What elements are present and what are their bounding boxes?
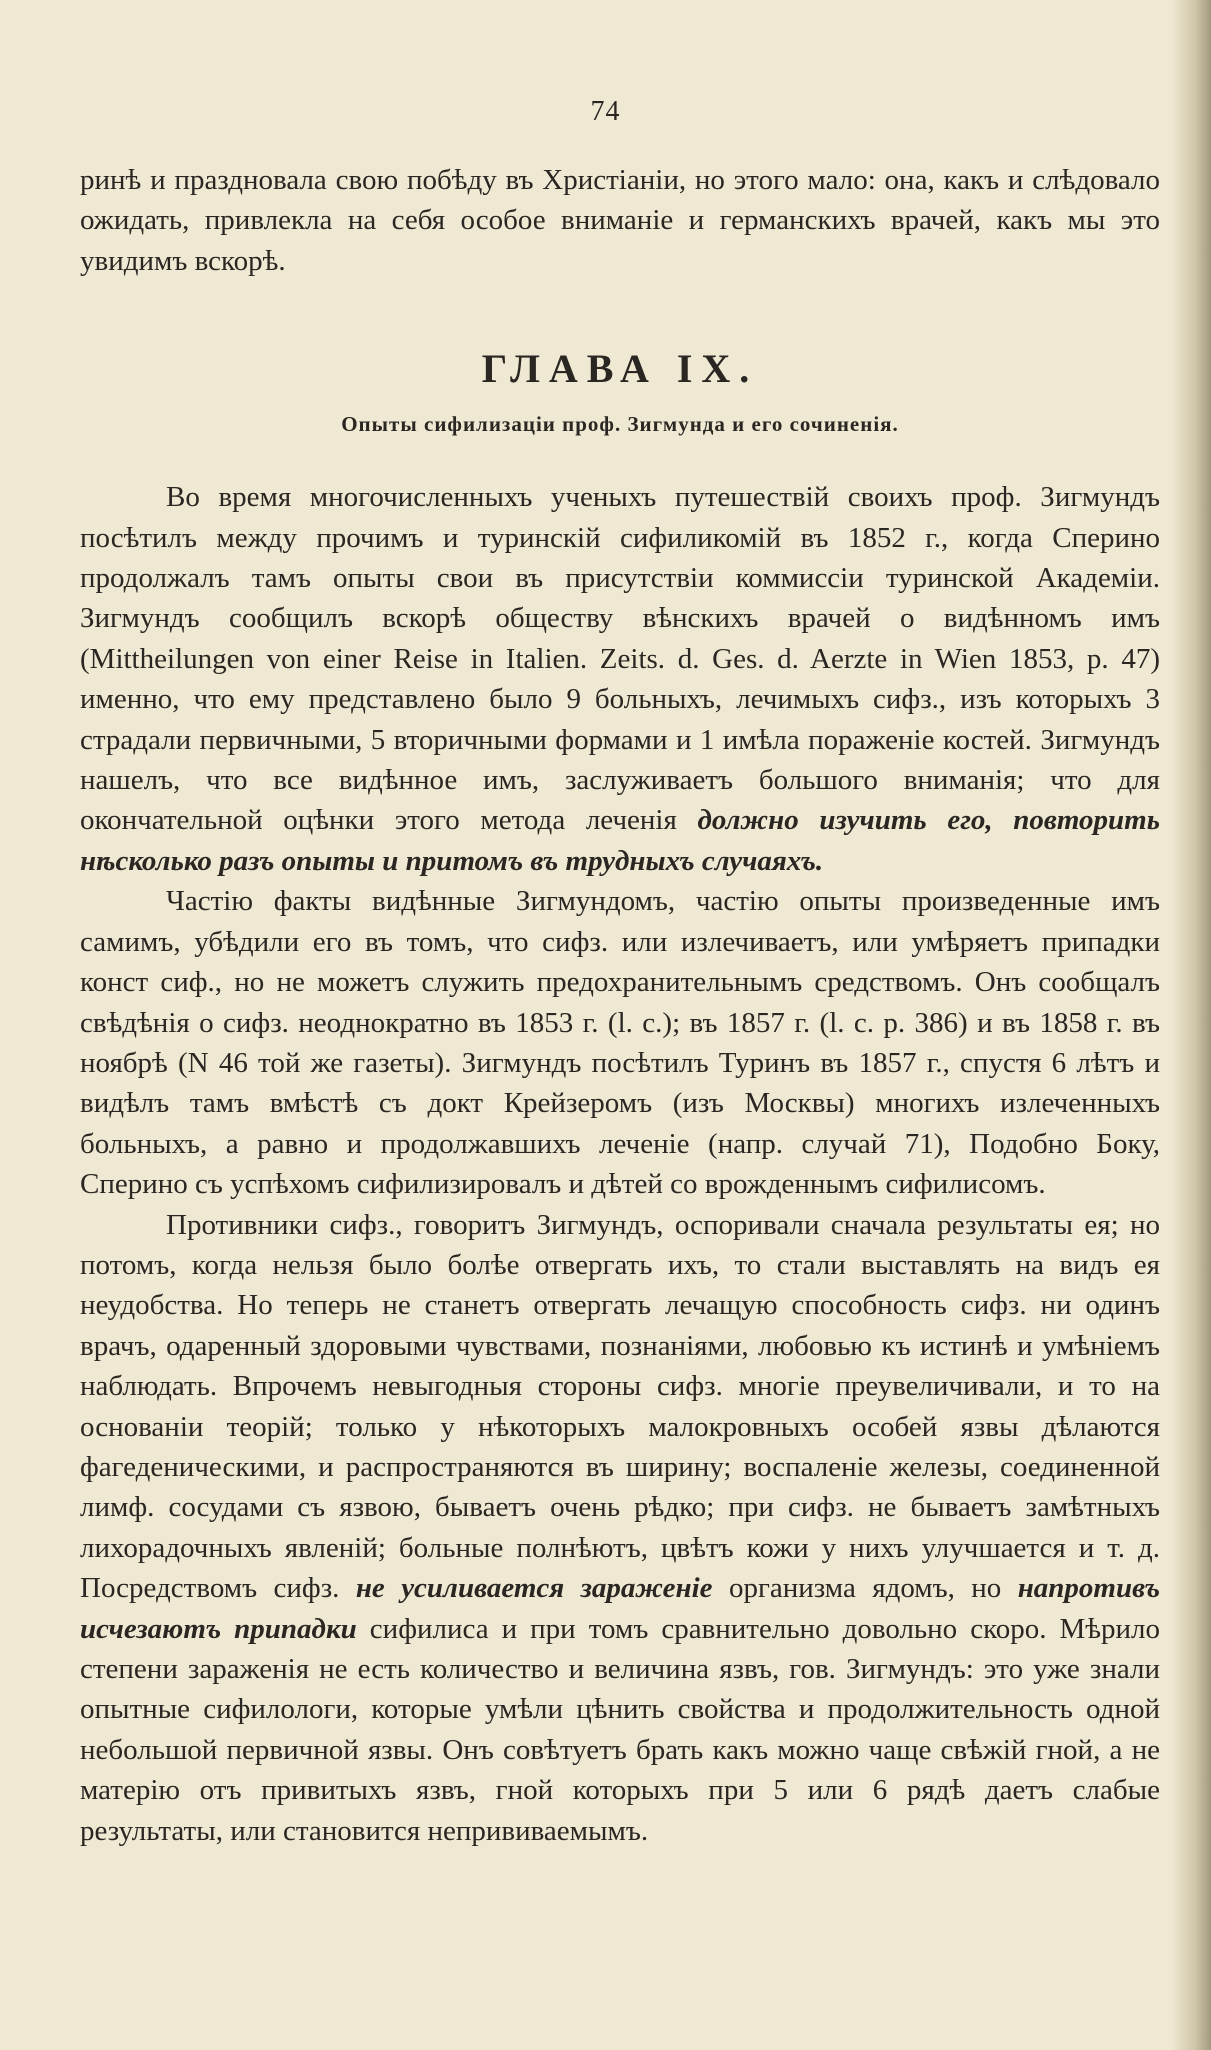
- paragraph-1-emphasis: должно изучить его, повторить нѣсколько разъ опыты и притомъ въ трудныхъ случаяхъ.: [80, 804, 1160, 877]
- paragraph-1-text: Во время многочисленныхъ ученыхъ путешествій своихъ проф. Зигмундъ посѣтилъ между прочимъ и туринскій сифиликомій въ 1852 г., когда Сперино продолжалъ тамъ опыты свои въ присутствіи коммиссіи туринской Академіи. Зигмундъ сообщилъ вскорѣ обществу вѣнскихъ врачей о видѣнномъ имъ (Mittheilungen von einer Reise in Italien. Zeits. d. Ges. d. Aerzte in Wien 1853, p. 47) именно, что ему представлено было 9 больныхъ, лечимыхъ сифз., изъ которыхъ 3 страдали первичными, 5 вторичными формами и 1 имѣла пораженіе костей. Зигмундъ нашелъ, что все видѣнное имъ, заслуживаетъ большого вниманія; что для окончательной оцѣнки этого метода леченія: [80, 481, 1160, 837]
- paragraph-2: Частію факты видѣнные Зигмундомъ, частію опыты произведенные имъ самимъ, убѣдили его въ томъ, что сифз. или излечиваетъ, или умѣряетъ припадки конст сиф., но не можетъ служить предохранительнымъ средствомъ. Онъ сообщалъ свѣдѣнія о сифз. неоднократно въ 1853 г. (l. c.); въ 1857 г. (l. c. p. 386) и въ 1858 г. въ ноябрѣ (N 46 той же газеты). Зигмундъ посѣтилъ Туринъ въ 1857 г., спустя 6 лѣтъ и видѣлъ тамъ вмѣстѣ съ докт Крейзеромъ (изъ Москвы) многихъ излеченныхъ больныхъ, а равно и продолжавшихъ леченіе (напр. случай 71), Подобно Боку, Сперино съ успѣхомъ сифилизировалъ и дѣтей со врожденнымъ сифилисомъ.: [80, 885, 1160, 1201]
- paragraph-3-text-b: организма ядомъ, но: [712, 1572, 1018, 1605]
- paragraph-3: [80, 1205, 1160, 1852]
- chapter-title: ГЛАВА IX.: [481, 346, 759, 392]
- page-body: [80, 160, 1160, 1851]
- page-number: 74: [590, 96, 621, 127]
- paragraph-3-text-c: сифилиса и при томъ сравнительно довольно скоро. Мѣрило степени зараженія не есть количество и величина язвъ, гов. Зигмундъ: это уже знали опытные сифилологи, которые умѣли цѣнить свойства и продолжительность одной небольшой первичной язвы. Онъ совѣтуетъ брать какъ можно чаще свѣжій гной, а не матерію отъ привитыхъ язвъ, гной которыхъ при 5 или 6 рядѣ даетъ слабые результаты, или становится непрививаемымъ.: [80, 1612, 1160, 1847]
- paragraph-1: [80, 477, 1160, 881]
- intro-paragraph: ринѣ и праздновала свою побѣду въ Христіаніи, но этого мало: она, какъ и слѣдовало ожидать, привлекла на себя особое вниманіе и германскихъ врачей, какъ мы это увидимъ вскорѣ.: [80, 164, 1160, 277]
- paragraph-3-emphasis-2: напротивъ исчезаютъ припадки: [80, 1572, 1160, 1645]
- paragraph-3-text-a: Противники сифз., говоритъ Зигмундъ, оспоривали сначала результаты ея; но потомъ, когда нельзя было болѣе отвергать ихъ, то стали выставлять на видъ ея неудобства. Но теперь не станетъ отвергать лечащую способность сифз. ни одинъ врачъ, одаренный здоровыми чувствами, познаніями, любовью къ истинѣ и умѣніемъ наблюдать. Впрочемъ невыгодныя стороны сифз. многіе преувеличивали, и то на основаніи теорій; только у нѣкоторыхъ малокровныхъ особей язвы дѣлаются фагеденическими, и распространяются въ ширину; воспаленіе железы, соединенной лимф. сосудами съ язвою, бываетъ очень рѣдко; при сифз. не бываетъ замѣтныхъ лихорадочныхъ явленій; больные полнѣютъ, цвѣтъ кожи у нихъ улучшается и т. д. Посредствомъ сифз.: [80, 1208, 1160, 1605]
- page-edge-shadow: [1171, 0, 1211, 2050]
- chapter-subtitle: Опыты сифилизаціи проф. Зигмунда и его сочиненія.: [341, 412, 899, 437]
- paragraph-3-emphasis-1: не усиливается зараженіе: [355, 1572, 713, 1605]
